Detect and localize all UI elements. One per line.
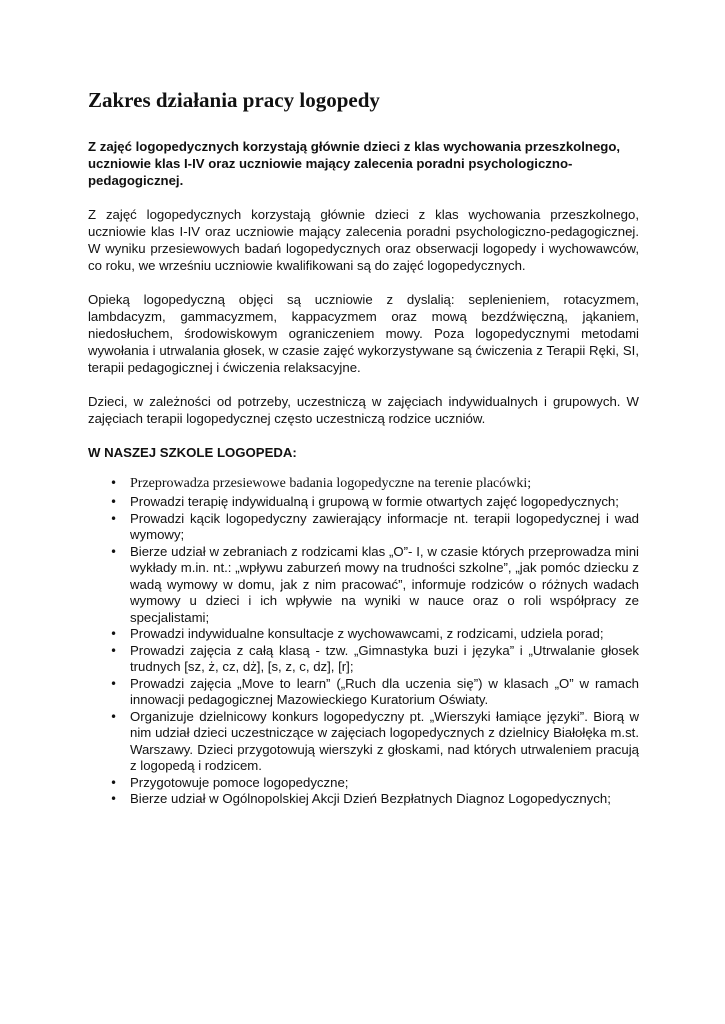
list-item xyxy=(88,494,639,511)
list-item-text: Bierze udział w zebraniach z rodzicami klas „O”- I, w czasie których przeprowadza mini wykłady m.in. nt.: „wpływu zaburzeń mowy na trudności szkolne”, „jak pomóc dziecku z wadą wymowy w domu, jak z nim pracować”, informuje rodziców o różnych wadach wymowy u dzieci i ich wpływie na wyniki w nauce oraz o roli współpracy ze specjalistami; xyxy=(130,543,639,625)
document-title: Zakres działania pracy logopedy xyxy=(88,88,380,112)
bullet-icon: • xyxy=(110,476,118,490)
list-item-text: Organizuje dzielnicowy konkurs logopedyczny pt. „Wierszyki łamiące języki”. Biorą w nim udział dzieci uczestniczące w zajęciach logopedycznych z dzielnicy Białołęka m.st. Warszawy. Dzieci przygotowują wierszyki z głoskami, nad których utrwaleniem pracują z logopedą i rodzicem. xyxy=(130,708,639,773)
list-item-text: Prowadzi kącik logopedyczny zawierający informacje nt. terapii logopedycznej i wad wymowy; xyxy=(130,510,639,542)
duties-list xyxy=(88,475,639,808)
bullet-icon: • xyxy=(110,511,118,526)
bullet-icon: • xyxy=(110,676,118,691)
list-item-text: Prowadzi indywidualne konsultacje z wychowawcami, z rodzicami, udziela porad; xyxy=(130,626,604,641)
bullet-icon: • xyxy=(110,495,118,509)
section-heading: W NASZEJ SZKOLE LOGOPEDA: xyxy=(88,445,297,460)
paragraph-groups: Dzieci, w zależności od potrzeby, uczestniczą w zajęciach indywidualnych i grupowych. W zajęciach terapii logopedycznej często uczestniczą rodzice uczniów. xyxy=(88,394,639,426)
bullet-icon: • xyxy=(110,709,118,724)
list-item-text: Prowadzi terapię indywidualną i grupową w formie otwartych zajęć logopedycznych; xyxy=(130,494,619,509)
lead-paragraph: Z zajęć logopedycznych korzystają głównie dzieci z klas wychowania przeszkolnego, uczniowie klas I-IV oraz uczniowie mający zalecenia poradni psychologiczno-pedagogicznej. xyxy=(88,139,621,188)
list-item xyxy=(88,511,639,544)
list-item-text: Bierze udział w Ogólnopolskiej Akcji Dzień Bezpłatnych Diagnoz Logopedycznych; xyxy=(130,791,611,806)
list-item-text: Prowadzi zajęcia „Move to learn” („Ruch dla uczenia się”) w klasach „O” w ramach innowacji pedagogicznej Mazowieckiego Kuratorium Oświaty. xyxy=(130,675,639,707)
list-item-text: Przygotowuje pomoce logopedyczne; xyxy=(130,774,349,790)
paragraph-care: Opieką logopedyczną objęci są uczniowie z dyslalią: seplenieniem, rotacyzmem, lambdacyzm, gammacyzmem, kappacyzmem oraz mową bezdźwięczną, jąkaniem, niedosłuchem, środowiskowym ograniczeniem mowy. Poza logopedycznymi metodami wywołania i utrwalania głosek, w czasie zajęć wykorzystywane są ćwiczenia z Terapii Ręki, SI, terapii pedagogicznej i ćwiczenia relaksacyjne. xyxy=(88,292,639,375)
list-item xyxy=(88,791,639,808)
list-item xyxy=(88,544,639,627)
bullet-icon: • xyxy=(110,792,118,806)
list-item-text: Przeprowadza przesiewowe badania logopedyczne na terenie placówki; xyxy=(130,476,532,491)
bullet-icon: • xyxy=(110,775,118,790)
paragraph-intro: Z zajęć logopedycznych korzystają głównie dzieci z klas wychowania przeszkolnego, uczniowie klas I-IV oraz uczniowie mający zalecenia poradni psychologiczno-pedagogicznej. W wyniku przesiewowych badań logopedycznych oraz obserwacji logopedy i wychowawców, co roku, we wrześniu uczniowie kwalifikowani są do zajęć logopedycznych. xyxy=(88,207,639,273)
list-item xyxy=(88,643,639,676)
document-page xyxy=(88,88,639,808)
list-item xyxy=(88,475,639,492)
list-item xyxy=(88,709,639,775)
bullet-icon: • xyxy=(110,643,118,658)
bullet-icon: • xyxy=(110,544,118,559)
list-item xyxy=(88,626,639,643)
bullet-icon: • xyxy=(110,627,118,641)
list-item xyxy=(88,775,639,792)
list-item xyxy=(88,676,639,709)
list-item-text: Prowadzi zajęcia z całą klasą - tzw. „Gimnastyka buzi i języka” i „Utrwalanie głosek trudnych [sz, ż, cz, dż], [s, z, c, dz], [r]; xyxy=(130,642,639,674)
